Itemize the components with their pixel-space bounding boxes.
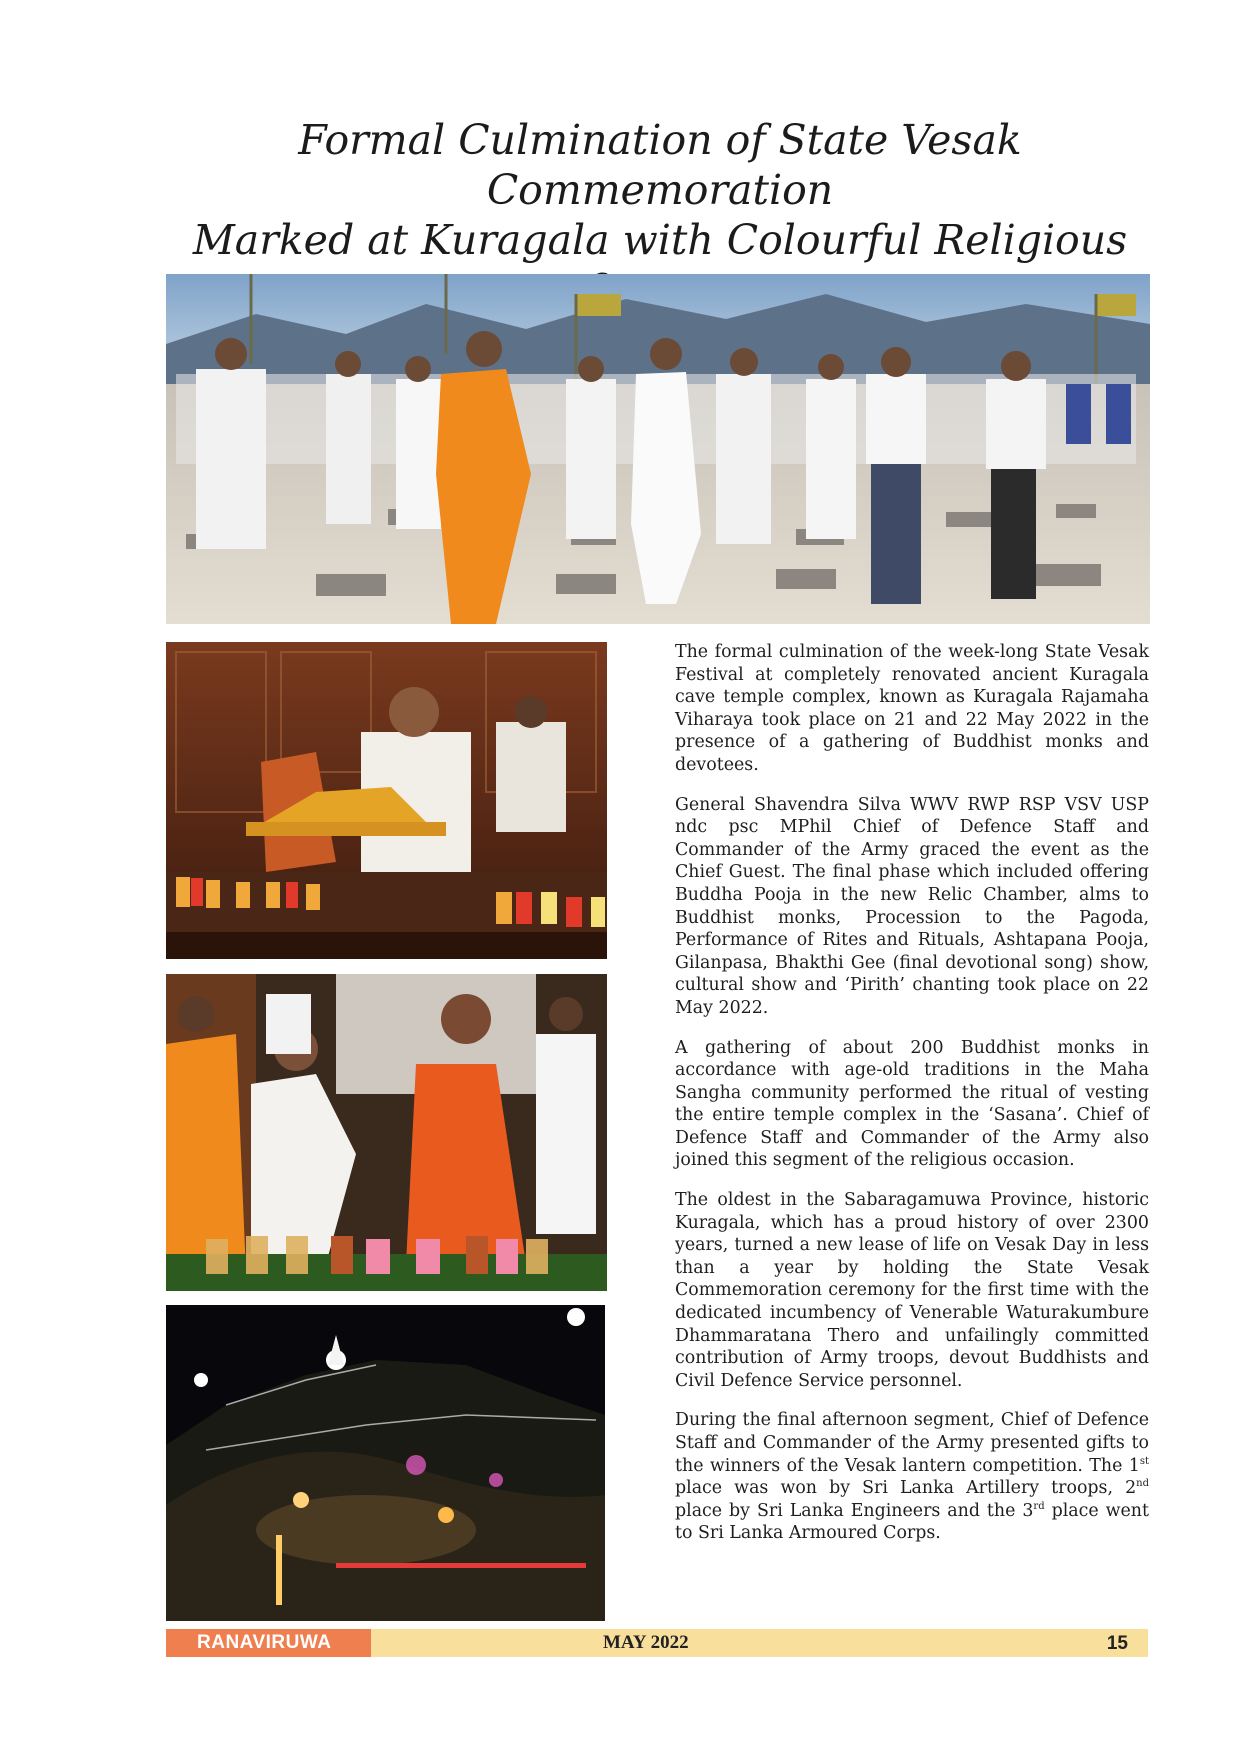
page-footer [166,1629,1148,1657]
relic-chamber-offering-photo [166,642,607,959]
kuragala-night-view-photo [166,1305,605,1621]
procession-photo [166,274,1150,624]
article-paragraph: A gathering of about 200 Buddhist monks in accordance with age-old traditions in the Maha Sangha community performed the ritual of vesting the entire temple complex in the ‘Sasana’. Chief of Defence Staff and Commander of the Army also joined this segment of the religious occasion. [675,1037,1149,1171]
issue-date: MAY 2022 [603,1632,689,1653]
text-segment: place was won by Sri Lanka Artillery troops, 2 [675,1478,1137,1499]
text-segment: During the final afternoon segment, Chief of Defence Staff and Commander of the Army presented gifts to the winners of the Vesak lantern competition. The 1 [675,1410,1149,1476]
ordinal-suffix: nd [1136,1478,1149,1490]
article-paragraph: The formal culmination of the week-long State Vesak Festival at completely renovated ancient Kuragala cave temple complex, known as Kuragala Rajamaha Viharaya took place on 21 and 22 May 2022 in the presence of a gathering of Buddhist monks and devotees. [675,642,1149,775]
article-paragraph: The oldest in the Sabaragamuwa Province, historic Kuragala, which has a proud history of over 2300 years, turned a new lease of life on Vesak Day in less than a year by holding the State Vesak Commemoration ceremony for the first time with the dedicated incumbency of Venerable Waturakumbure Dhammaratana Thero and unfailingly committed contribution of Army troops, devout Buddhists and Civil Defence Service personnel. [675,1190,1149,1391]
title-line-2: Marked at Kuragala with Colourful Religious [192,216,1128,264]
text-segment: place by Sri Lanka Engineers and the 3 [675,1500,1034,1521]
article-paragraph-last [675,1409,1149,1545]
article-paragraph: General Shavendra Silva WWV RWP RSP VSV USP ndc psc MPhil Chief of Defence Staff and Commander of the Army graced the event as the Chief Guest. The final phase which included offering Buddha Pooja in the new Relic Chamber, alms to Buddhist monks, Procession to the Pagoda, Performance of Rites and Rituals, Ashtapana Pooja, Gilanpasa, Bhakthi Gee (final devotional song) show, cultural show and ‘Pirith’ chanting took place on 22 May 2022. [675,794,1149,1018]
article-body [675,641,1149,1562]
page-number: 15 [1106,1633,1128,1654]
text-segment: place went to Sri Lanka Armoured Corps. [675,1500,1149,1544]
ordinal-suffix: st [1139,1455,1149,1467]
magazine-name: RANAVIRUWA [166,1629,371,1657]
gilanpasa-offering-photo [166,974,607,1291]
ordinal-suffix: rd [1033,1500,1045,1512]
title-line-1: Formal Culmination of State Vesak Commemoration [298,116,1022,214]
